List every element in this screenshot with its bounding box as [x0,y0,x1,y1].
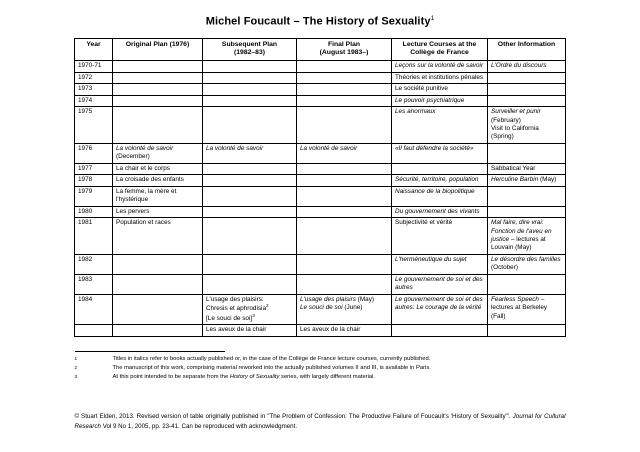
foucault-history-of-sexuality-table [74,38,566,337]
cell-other-information [488,218,566,255]
cell-final-plan [297,175,392,186]
other-info-detail: – lectures at Berkeley (Fall) [491,295,548,320]
column-header-final-plan-line1: Final Plan [327,40,361,48]
table-row [75,107,566,144]
cell-subsequent-plan [203,206,297,217]
table-row [75,325,566,336]
cell-final-plan [297,84,392,95]
cell-other-information [488,72,566,83]
original-plan-line1: La volonté de savoir [116,144,174,152]
cell-year: 1970-71 [75,61,113,72]
footnote-text [113,373,566,382]
cell-lecture-course: Leçons sur la volonté de savoir [392,61,488,72]
cell-original-plan [113,254,203,274]
footnote-number: 3 [74,373,78,379]
cell-final-plan [297,294,392,325]
other-info-line2: (February) [491,116,521,124]
cell-other-information [488,84,566,95]
other-info-title: Herculine Barbin [491,176,539,184]
page-title-text: Michel Foucault – The History of Sexuality [205,15,431,28]
column-header-original-plan: Original Plan (1976) [113,38,203,61]
cell-other-information [488,274,566,294]
final-plan-line1-date: (May) [355,295,375,303]
cell-lecture-course: Le société punitive [392,84,488,95]
cell-other-information [488,143,566,163]
cell-final-plan: Les aveux de la chair [297,325,392,336]
cell-final-plan [297,163,392,174]
cell-subsequent-plan [203,107,297,144]
other-info-line1: Surveiller et punir [491,108,541,116]
footnote-number: 1 [74,355,78,361]
cell-subsequent-plan [203,61,297,72]
table-row [75,84,566,95]
column-header-subsequent-plan-line1: Subsequent Plan [221,40,278,48]
footnote-marker-2: 2 [266,304,269,310]
cell-year: 1978 [75,175,113,186]
other-info-detail: – lectures at Louvain (May) [491,236,546,252]
table-row [75,218,566,255]
table-row [75,163,566,174]
cell-final-plan [297,274,392,294]
footnote-item [75,364,566,373]
cell-original-plan [113,143,203,163]
footnote-separator-rule [75,351,225,352]
footnote-marker-3: 3 [252,313,255,319]
cell-lecture-course: Le pouvoir psychiatrique [392,95,488,106]
cell-original-plan [113,95,203,106]
cell-subsequent-plan [203,218,297,255]
cell-other-information: Sabbatical Year [488,163,566,174]
footnote-number: 2 [74,364,78,370]
table-row [75,95,566,106]
other-info-line3: Visit to California (Spring) [491,125,539,141]
cell-original-plan [113,274,203,294]
cell-lecture-course: Le gouvernement de soi et des autres: Le courage de la vérité [392,294,488,325]
cell-subsequent-plan [203,175,297,186]
other-info-detail: (May) [538,176,557,184]
cell-year: 1972 [75,72,113,83]
cell-lecture-course [392,163,488,174]
subsequent-plan-line3 [206,314,293,324]
footnote-text: The manuscript of this work, comprising material reworked into the actually published volumes II and III, is available in Paris. [112,364,431,371]
table-row [75,294,566,325]
cell-original-plan: La chair et le corps [113,163,203,174]
cell-other-information [488,206,566,217]
cell-original-plan [113,107,203,144]
column-header-final-plan [297,38,392,61]
cell-lecture-course: Du gouvernement des vivants [392,206,488,217]
column-header-subsequent-plan-line2: (1982–83) [234,49,265,57]
column-header-other-information: Other Information [488,38,566,61]
table-row [75,61,566,72]
table-row [75,186,566,206]
cell-original-plan [113,84,203,95]
cell-subsequent-plan [203,95,297,106]
cell-lecture-course: Le gouvernement de soi et des autres [392,274,488,294]
subsequent-plan-line2 [206,304,293,314]
cell-year: 1975 [75,107,113,144]
cell-other-information [488,186,566,206]
cell-lecture-course: Les anormaux [392,107,488,144]
colophon [75,412,566,432]
cell-other-information [488,107,566,144]
cell-final-plan [297,206,392,217]
cell-lecture-course: Naissance de la biopolitique [392,186,488,206]
column-header-final-plan-line2: (August 1983–) [319,49,369,57]
table-header-row [75,38,566,61]
table-row [75,274,566,294]
footnote-text-pre: At this point intended to be separate from the [112,373,230,380]
cell-final-plan [297,61,392,72]
cell-year: 1977 [75,163,113,174]
column-header-lecture-courses-line2: Collège de France [410,49,469,57]
cell-subsequent-plan [203,274,297,294]
cell-final-plan [297,95,392,106]
cell-other-information: L'Ordre du discours [488,61,566,72]
cell-other-information [488,95,566,106]
footnote-text: Titles in italics refer to books actually published or, in the case of the Collège de France lecture courses, currently published. [112,355,431,362]
final-plan-line1 [300,296,388,304]
footnote-item [75,355,566,364]
cell-original-plan: La femme, la mère et l'hystérique [113,186,203,206]
table-row [75,254,566,274]
cell-year [75,325,113,336]
original-plan-line2: (December) [116,153,150,161]
final-plan-line2-date: (June) [342,304,363,312]
table-row [75,72,566,83]
cell-other-information [488,325,566,336]
cell-subsequent-plan [203,186,297,206]
footnote-text-post: series, with largely different material. [279,373,376,380]
page-title [0,0,640,28]
cell-final-plan [297,186,392,206]
cell-original-plan [113,72,203,83]
cell-subsequent-plan: Les aveux de la chair [203,325,297,336]
footnotes-section [75,351,566,382]
other-info-title: Mal faire, dire vrai: Fonction de l'aveu en justice [491,219,552,244]
final-plan-line1-title: L'usage des plaisirs [300,295,356,303]
cell-year: 1984 [75,294,113,325]
cell-lecture-course: Théories et institutions pénales [392,72,488,83]
cell-other-information [488,294,566,325]
cell-original-plan [113,325,203,336]
cell-year: 1981 [75,218,113,255]
cell-subsequent-plan [203,163,297,174]
colophon-journal-name: Journal for Cultural Research [74,412,566,430]
cell-year: 1980 [75,206,113,217]
cell-final-plan [297,107,392,144]
cell-final-plan [297,218,392,255]
cell-year: 1983 [75,274,113,294]
final-plan-line2 [300,304,388,312]
other-info-line2: (October) [491,264,518,272]
cell-original-plan [113,294,203,325]
subsequent-plan-line1: L'usage des plaisirs: [206,295,264,303]
cell-final-plan: La volonté de savoir [297,143,392,163]
footnote-item [75,373,566,382]
cell-subsequent-plan [203,84,297,95]
other-info-title: Fearless Speech [491,295,539,303]
cell-subsequent-plan [203,72,297,83]
cell-year: 1973 [75,84,113,95]
cell-lecture-course [392,325,488,336]
final-plan-line2-title: Le souci de soi [300,304,343,312]
cell-lecture-course: «Il faut défendre la société» [392,143,488,163]
cell-year: 1976 [75,143,113,163]
cell-year: 1979 [75,186,113,206]
column-header-year: Year [75,38,113,61]
cell-subsequent-plan: La volonté de savoir [203,143,297,163]
subsequent-plan-line2-text: Chresis et aphrodisia [206,305,267,313]
column-header-lecture-courses [392,38,488,61]
cell-subsequent-plan [203,254,297,274]
cell-other-information [488,254,566,274]
cell-subsequent-plan [203,294,297,325]
title-footnote-marker: 1 [430,15,435,22]
cell-original-plan: Population et races [113,218,203,255]
table-row [75,206,566,217]
table-row [75,175,566,186]
colophon-part1: © Stuart Elden, 2013. Revised version of table originally published in "The Problem of Confession: The Productive Failure of Foucault's 'History of Sexuality'". [74,412,513,420]
cell-year: 1982 [75,254,113,274]
cell-lecture-course: Subjectivité et vérité [392,218,488,255]
footnote-text-italic: History of Sexuality [229,373,280,380]
colophon-part2: Vol 9 No 1, 2005, pp. 23-41. Can be reproduced with acknowledgment. [100,422,298,430]
column-header-lecture-courses-line1: Lecture Courses at the [402,40,477,48]
cell-final-plan [297,72,392,83]
table-row [75,143,566,163]
cell-lecture-course: Sécurité, territoire, population [392,175,488,186]
other-info-line1: Le désordre des familles [491,255,561,263]
cell-original-plan: Les pervers [113,206,203,217]
cell-final-plan [297,254,392,274]
cell-other-information [488,175,566,186]
subsequent-plan-line3-text: [Le souci de soi] [206,314,253,322]
cell-original-plan: La croisade des enfants [113,175,203,186]
column-header-subsequent-plan [203,38,297,61]
cell-lecture-course: L'herméneutique du sujet [392,254,488,274]
cell-year: 1974 [75,95,113,106]
cell-original-plan [113,61,203,72]
